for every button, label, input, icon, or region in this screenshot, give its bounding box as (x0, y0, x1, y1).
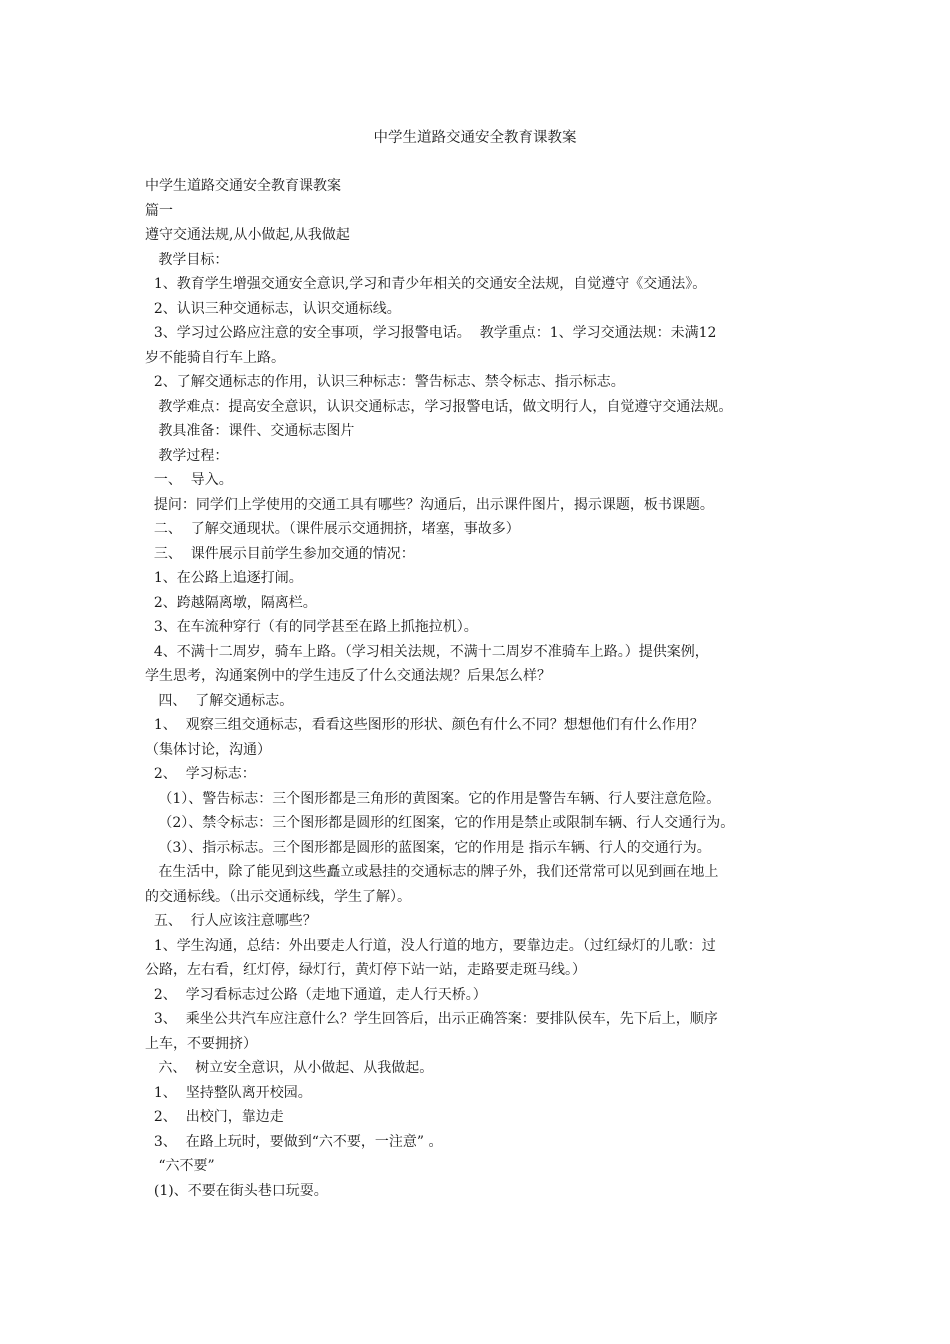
document-title: 中学生道路交通安全教育课教案 (373, 130, 577, 146)
text-line: 教学难点：提高安全意识，认识交通标志，学习报警电话，做文明行人，自觉遵守交通法规。 (145, 398, 733, 415)
text-line: 4、不满十二周岁，骑车上路。（学习相关法规，不满十二周岁不准骑车上路。）提供案例， (145, 643, 709, 660)
text-line: 的交通标线。（出示交通标线，学生了解）。 (145, 888, 411, 905)
text-line: 3、 乘坐公共汽车应注意什么？学生回答后，出示正确答案：要排队侯车，先下后上，顺序 (145, 1011, 718, 1027)
text-line: （2）、禁令标志：三个图形都是圆形的红图案，它的作用是禁止或限制车辆、行人交通行为。 (145, 815, 735, 831)
text-line: 2、跨越隔离墩，隔离栏。 (145, 594, 317, 611)
text-line: 1、在公路上追逐打闹。 (145, 570, 303, 586)
text-line: 在生活中，除了能见到这些矗立或悬挂的交通标志的牌子外，我们还常常可以见到画在地上 (145, 864, 719, 880)
text-line: 提问：同学们上学使用的交通工具有哪些？沟通后，出示课件图片，揭示课题，板书课题。 (145, 496, 714, 513)
text-line: 学生思考，沟通案例中的学生违反了什么交通法规？后果怎么样？ (145, 668, 551, 684)
text-line: 1、教育学生增强交通安全意识,学习和青少年相关的交通安全法规，自觉遵守《交通法》。 (145, 276, 707, 292)
text-line: 三、 课件展示目前学生参加交通的情况： (145, 545, 415, 562)
text-line: 2、 出校门，靠边走 (145, 1109, 284, 1125)
text-line: （1）、警告标志：三个图形都是三角形的黄图案。它的作用是警告车辆、行人要注意危险。 (145, 790, 721, 807)
text-line: “六不要” (145, 1158, 215, 1174)
text-line: （3）、指示标志。三个图形都是圆形的蓝图案，它的作用是 指示车辆、行人的交通行为。 (145, 839, 711, 856)
text-line: 3、学习过公路应注意的安全事项，学习报警电话。 教学重点：1、学习交通法规：未满12 (145, 325, 717, 341)
text-line: 遵守交通法规,从小做起,从我做起 (145, 227, 350, 243)
text-line: 中学生道路交通安全教育课教案 (145, 178, 341, 194)
text-line: 2、认识三种交通标志，认识交通标线。 (145, 300, 401, 317)
text-line: 1、 观察三组交通标志，看看这些图形的形状、颜色有什么不同？想想他们有什么作用？ (145, 717, 704, 733)
text-line: 2、 学习标志： (145, 766, 256, 782)
text-line: 六、 树立安全意识，从小做起、从我做起。 (145, 1060, 434, 1076)
text-line: 1、 坚持整队离开校园。 (145, 1084, 312, 1101)
text-line: 篇一 (145, 202, 173, 219)
text-line: 3、 在路上玩时，要做到“六不要，一注意” 。 (145, 1133, 443, 1150)
text-line: 教学目标： (145, 251, 229, 268)
text-line: 2、了解交通标志的作用，认识三种标志：警告标志、禁令标志、指示标志。 (145, 374, 625, 390)
text-line: 2、 学习看标志过公路（走地下通道，走人行天桥。） (145, 986, 487, 1003)
text-line: 一、 导入。 (145, 472, 233, 488)
document-body (145, 174, 825, 1203)
text-line: 教具准备：课件、交通标志图片 (145, 423, 355, 439)
text-line: 3、在车流种穿行（有的同学甚至在路上抓拖拉机）。 (145, 619, 478, 635)
text-line: 上车，不要拥挤） (145, 1035, 257, 1052)
text-line: 公路，左右看，红灯停，绿灯行，黄灯停下站一站，走路要走斑马线。） (145, 962, 586, 978)
text-line: 四、 了解交通标志。 (145, 692, 294, 709)
text-line: (1)、不要在街头巷口玩耍。 (145, 1182, 328, 1199)
text-line: （集体讨论，沟通） (145, 741, 271, 758)
text-line: 五、 行人应该注意哪些？ (145, 913, 317, 929)
text-line: 教学过程： (145, 447, 229, 464)
text-line: 二、 了解交通现状。（课件展示交通拥挤，堵塞，事故多） (145, 521, 520, 537)
text-line: 1、学生沟通，总结：外出要走人行道，没人行道的地方，要靠边走。（过红绿灯的儿歌：过 (145, 937, 716, 954)
text-line: 岁不能骑自行车上路。 (145, 349, 285, 366)
